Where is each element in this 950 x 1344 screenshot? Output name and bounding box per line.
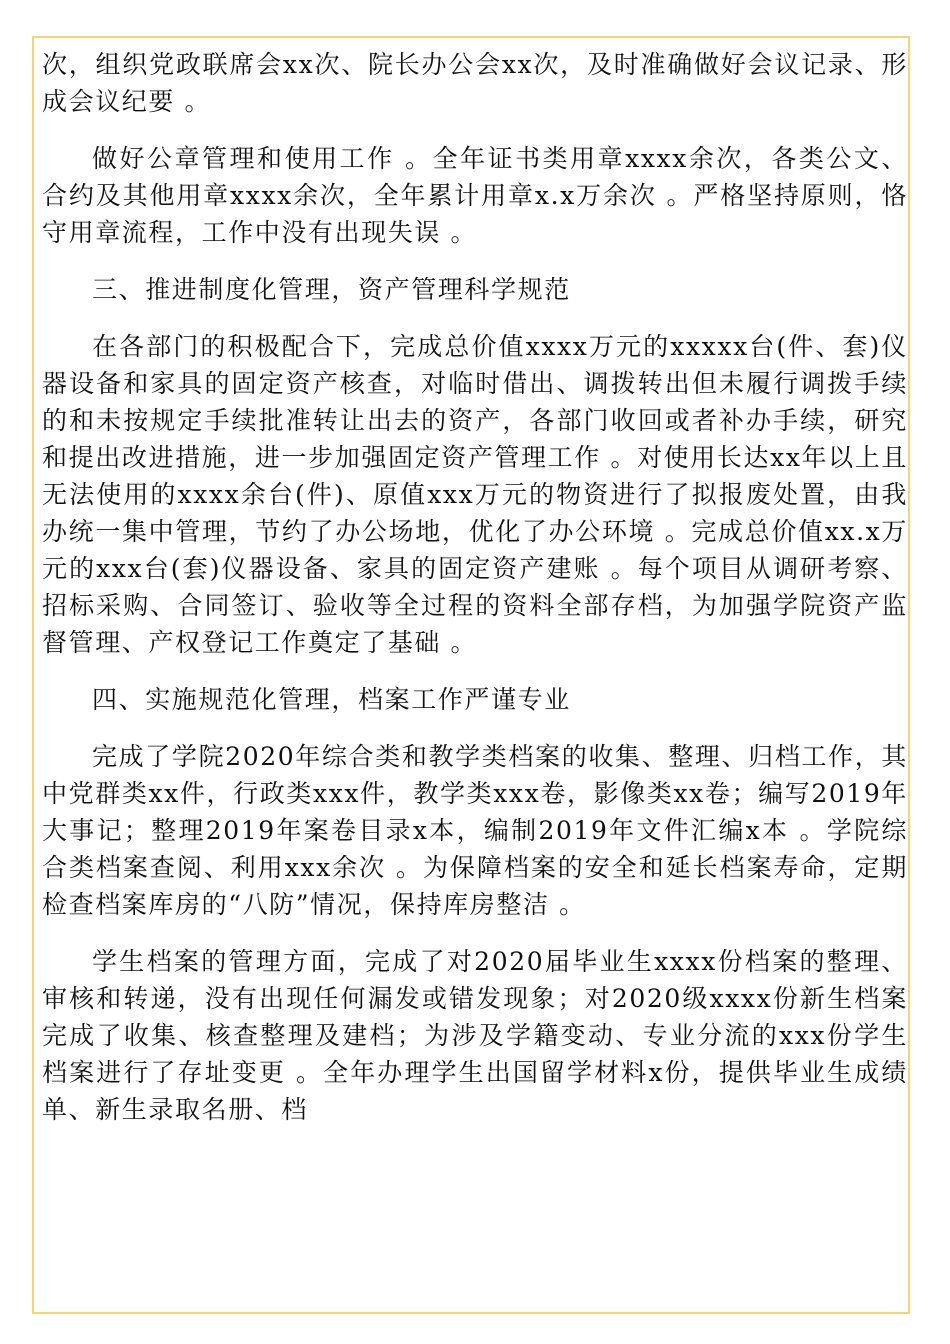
paragraph-meeting-records: 次，组织党政联席会xx次、院长办公会xx次，及时准确做好会议记录、形成会议纪要 。 [42, 50, 908, 116]
document-body [42, 46, 908, 1128]
paragraph-archive-work: 完成了学院2020年综合类和教学类档案的收集、整理、归档工作，其中党群类xx件，行政类xxx件，教学类xxx卷，影像类xx卷；编写2019年大事记；整理2019年案卷目录x本，编制2019年文件汇编x本 。学院综合类档案查阅、利用xxx余次 。为保障档案的安全和延长档案寿命，定期检查档案库房的“八防”情况，保持库房整洁 。 [42, 742, 908, 919]
section-heading-asset-management: 三、推进制度化管理，资产管理科学规范 [92, 275, 571, 304]
paragraph-asset-management: 在各部门的积极配合下，完成总价值xxxx万元的xxxxx台(件、套)仪器设备和家具的固定资产核查，对临时借出、调拨转出但未履行调拨手续的和未按规定手续批准转让出去的资产，各部门收回或者补办手续，研究和提出改进措施，进一步加强固定资产管理工作 。对使用长达xx年以上且无法使用的xxxx余台(件)、原值xxx万元的物资进行了拟报废处置，由我办统一集中管理，节约了办公场地，优化了办公环境 。完成总价值xx.x万元的xxx台(套)仪器设备、家具的固定资产建账 。每个项目从调研考察、招标采购、合同签订、验收等全过程的资料全部存档，为加强学院资产监督管理、产权登记工作奠定了基础 。 [42, 332, 908, 657]
section-heading-archive-management: 四、实施规范化管理，档案工作严谨专业 [92, 685, 571, 714]
document-page [32, 36, 910, 1314]
paragraph-student-archives: 学生档案的管理方面，完成了对2020届毕业生xxxx份档案的整理、审核和转递，没有出现任何漏发或错发现象；对2020级xxxx份新生档案完成了收集、核查整理及建档；为涉及学籍变动、专业分流的xxx份学生档案进行了存址变更 。全年办理学生出国留学材料x份，提供毕业生成绩单、新生录取名册、档 [42, 947, 908, 1124]
paragraph-seal-management: 做好公章管理和使用工作 。全年证书类用章xxxx余次，各类公文、合约及其他用章xxxx余次，全年累计用章x.x万余次 。严格坚持原则，恪守用章流程，工作中没有出现失误 。 [42, 144, 908, 247]
